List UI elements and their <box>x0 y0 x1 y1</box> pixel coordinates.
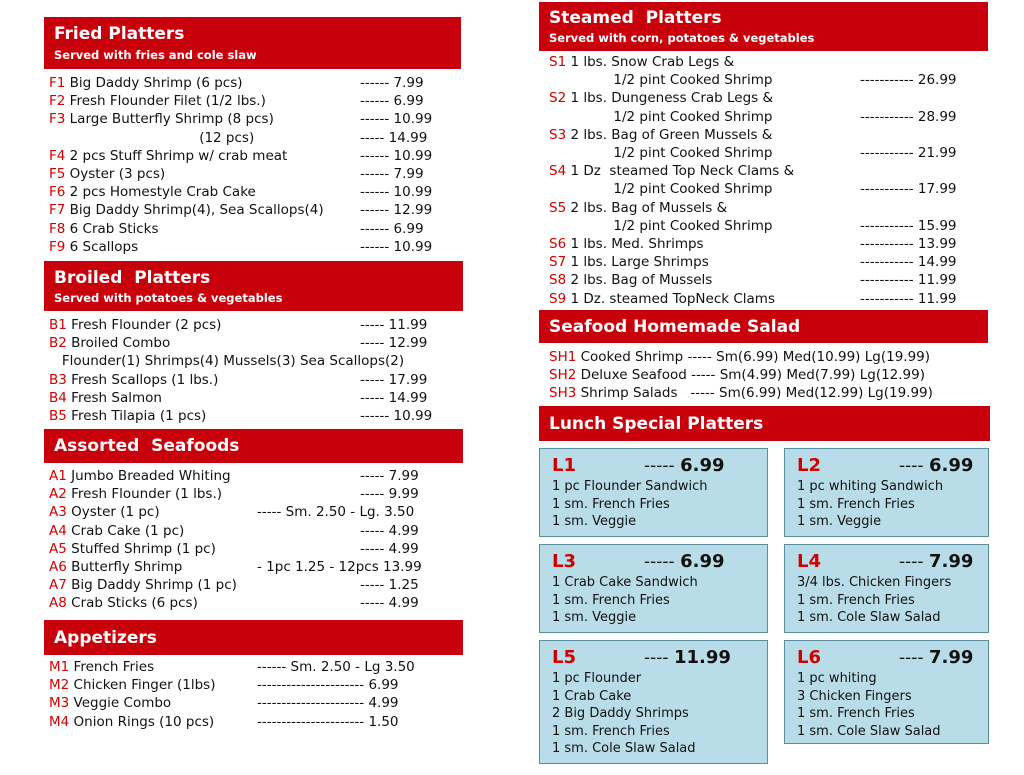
menu-row <box>49 485 463 503</box>
lunch-special-box <box>784 448 989 537</box>
lunch-item-line: 1 sm. Cole Slaw Salad <box>797 723 941 739</box>
item-price: ----- 17.99 <box>360 371 428 388</box>
item-code: B5 <box>49 408 67 424</box>
appetizers-header <box>44 620 463 655</box>
lunch-price-dash: ---- <box>899 648 929 668</box>
lunch-price <box>644 455 725 476</box>
item-code: F3 <box>49 111 66 128</box>
item-price: ----------- 11.99 <box>860 272 957 289</box>
item-name: 2 pcs Stuff Shrimp w/ crab meat <box>69 147 288 164</box>
lunch-item-line: 1 sm. Cole Slaw Salad <box>797 610 941 625</box>
lunch-item-line: 3 Chicken Fingers <box>797 688 912 704</box>
item-code: SH3 <box>549 385 577 402</box>
item-code: F8 <box>49 220 66 237</box>
lunch-price <box>899 647 973 668</box>
item-code: B3 <box>49 371 67 388</box>
item-name: Flounder(1) Shrimps(4) Mussels(3) Sea Scallops(2) <box>49 353 405 370</box>
item-code: A4 <box>49 522 67 539</box>
menu-row <box>49 92 461 110</box>
item-name: Oyster (1 pc) <box>71 504 160 521</box>
item-price-range: ----- Sm. 2.50 - Lg. 3.50 <box>257 504 415 521</box>
item-price: ----------- 11.99 <box>860 290 957 307</box>
item-name: Large Butterfly Shrimp (8 pcs) <box>69 111 274 128</box>
menu-row <box>549 126 985 144</box>
lunch-price-dash: ---- <box>899 552 929 572</box>
item-code: S3 <box>549 126 567 143</box>
item-name: 2 lbs. Bag of Mussels <box>570 272 713 289</box>
item-price: ----------- 26.99 <box>860 72 957 89</box>
lunch-price-dash: ---- <box>644 648 674 668</box>
lunch-price-value: 6.99 <box>680 455 725 476</box>
item-code: A3 <box>49 504 67 521</box>
item-code: F5 <box>49 166 66 182</box>
item-price: ----- 1.25 <box>360 577 419 594</box>
item-price: ------ 10.99 <box>360 238 433 255</box>
menu-row <box>49 183 461 201</box>
lunch-price-value: 6.99 <box>928 455 974 476</box>
lunch-code: L1 <box>552 455 576 476</box>
item-price: ---------------------- 6.99 <box>257 677 399 694</box>
menu-row <box>49 238 461 256</box>
item-name: Stuffed Shrimp (1 pc) <box>71 540 216 557</box>
item-name: 1/2 pint Cooked Shrimp <box>549 72 773 89</box>
lunch-item-line: 1 pc whiting Sandwich <box>797 479 944 494</box>
item-price-range: - 1pc 1.25 - 12pcs 13.99 <box>257 559 422 575</box>
item-price: ------ 10.99 <box>360 147 433 164</box>
lunch-price-dash: ---- <box>899 456 929 476</box>
menu-row <box>49 389 463 407</box>
lunch-special-box <box>539 544 768 633</box>
lunch-price <box>899 551 973 572</box>
menu-row <box>549 217 985 235</box>
lunch-item-line: 1 sm. French Fries <box>552 496 670 512</box>
item-price: ----- 4.99 <box>360 540 419 557</box>
menu-row <box>549 144 985 162</box>
menu-row <box>49 371 463 389</box>
lunch-code: L6 <box>797 647 821 668</box>
item-code: S8 <box>549 272 567 289</box>
item-name: Shrimp Salads ----- Sm(6.99) Med(12.99) Lg(19.99) <box>580 385 933 402</box>
item-price: ----------- 17.99 <box>860 181 957 198</box>
item-name: Deluxe Seafood ----- Sm(4.99) Med(7.99) Lg(12.99) <box>580 367 925 384</box>
item-name: (12 pcs) <box>49 129 255 146</box>
lunch-item-line: 1 pc whiting <box>797 671 877 686</box>
item-price: ------ Sm. 2.50 - Lg 3.50 <box>257 659 415 675</box>
item-price: ------ 12.99 <box>360 202 433 219</box>
lunch-special-title: Lunch Special Platters <box>549 414 764 434</box>
fried-platters-header <box>44 17 461 69</box>
item-name: 1 lbs. Dungeness Crab Legs & <box>570 90 774 107</box>
item-name: Butterfly Shrimp <box>71 559 183 575</box>
steamed-platters-header <box>539 2 988 51</box>
lunch-price-value: 11.99 <box>673 647 731 668</box>
item-name: Jumbo Breaded Whiting <box>71 468 231 484</box>
item-name: 1/2 pint Cooked Shrimp <box>549 181 773 198</box>
menu-row <box>49 540 463 558</box>
item-name: Fresh Flounder (2 pcs) <box>71 317 222 333</box>
lunch-item-line: 1 sm. French Fries <box>797 706 915 721</box>
item-price: ----- 12.99 <box>360 335 428 352</box>
lunch-item-line: 1 sm. Cole Slaw Salad <box>552 741 696 756</box>
fried-platters-subtitle: Served with fries and cole slaw <box>54 48 257 62</box>
lunch-price <box>899 455 973 476</box>
item-name: Crab Sticks (6 pcs) <box>71 595 198 612</box>
lunch-item-line: 3/4 lbs. Chicken Fingers <box>797 575 952 590</box>
item-code: F6 <box>49 184 66 201</box>
item-name: 2 lbs. Bag of Green Mussels & <box>570 126 773 143</box>
item-price: ----- 14.99 <box>360 129 428 146</box>
menu-row <box>49 713 463 731</box>
steamed-platters-title: Steamed Platters <box>549 8 722 28</box>
item-code: A6 <box>49 559 67 575</box>
item-price: ----------- 28.99 <box>860 108 957 125</box>
item-code: S1 <box>549 54 567 70</box>
menu-row <box>549 108 985 126</box>
menu-row <box>549 384 985 402</box>
item-code: A5 <box>49 540 67 557</box>
lunch-item-line: 1 sm. Veggie <box>552 514 637 529</box>
fried-platters-title: Fried Platters <box>54 24 185 44</box>
menu-row <box>549 235 985 253</box>
lunch-item-line: 1 sm. French Fries <box>552 592 670 608</box>
item-name: 1/2 pint Cooked Shrimp <box>549 217 773 234</box>
menu-row <box>549 348 985 366</box>
item-price: ----------- 14.99 <box>860 254 957 271</box>
lunch-code: L2 <box>797 455 821 476</box>
broiled-platters-header <box>44 261 463 311</box>
lunch-item-line: 1 sm. French Fries <box>552 723 670 739</box>
steamed-platters-subtitle: Served with corn, potatoes & vegetables <box>549 31 815 45</box>
item-price: ----- 9.99 <box>360 486 419 503</box>
item-name: 6 Scallops <box>69 238 139 255</box>
lunch-item-line: 1 Crab Cake Sandwich <box>552 575 698 590</box>
item-code: SH1 <box>549 349 577 365</box>
item-name: 1 lbs. Large Shrimps <box>570 254 709 271</box>
item-name: French Fries <box>73 659 155 675</box>
item-price: ------ 7.99 <box>360 166 424 182</box>
lunch-special-box <box>539 448 768 537</box>
item-code: SH2 <box>549 367 577 384</box>
broiled-platters-subtitle: Served with potatoes & vegetables <box>54 291 283 305</box>
lunch-item-line: 1 pc Flounder <box>552 671 642 686</box>
menu-row <box>549 199 985 217</box>
seafood-salad-title: Seafood Homemade Salad <box>549 317 801 337</box>
item-code: S2 <box>549 90 567 107</box>
menu-row <box>49 658 463 676</box>
item-code: S7 <box>549 254 567 271</box>
item-name: Big Daddy Shrimp (6 pcs) <box>69 75 243 91</box>
menu-row <box>549 253 985 271</box>
item-code: S4 <box>549 163 567 180</box>
item-code: M4 <box>49 713 70 730</box>
lunch-item-line: 1 sm. Veggie <box>797 514 882 529</box>
lunch-special-box <box>539 640 768 764</box>
item-code: F2 <box>49 93 66 110</box>
item-name: Crab Cake (1 pc) <box>71 522 185 539</box>
item-price: ----- 7.99 <box>360 468 419 484</box>
menu-row <box>49 467 463 485</box>
menu-row <box>549 366 985 384</box>
lunch-special-box <box>784 544 989 633</box>
lunch-item-line: 2 Big Daddy Shrimps <box>552 706 689 721</box>
lunch-code: L5 <box>552 647 576 668</box>
broiled-platters-title: Broiled Platters <box>54 268 211 288</box>
lunch-price-dash: ----- <box>644 552 681 572</box>
lunch-item-line: 1 sm. Veggie <box>552 610 637 625</box>
item-code: F4 <box>49 147 66 164</box>
lunch-price-dash: ----- <box>644 456 681 476</box>
item-code: A7 <box>49 577 67 594</box>
menu-row <box>49 165 461 183</box>
menu-row <box>549 71 985 89</box>
menu-row <box>49 694 463 712</box>
menu-row <box>49 201 461 219</box>
item-price: ----------- 21.99 <box>860 145 957 161</box>
item-name: Fresh Flounder Filet (1/2 lbs.) <box>69 93 266 110</box>
item-name: Cooked Shrimp ----- Sm(6.99) Med(10.99) Lg(19.99) <box>580 349 931 365</box>
menu-row <box>549 180 985 198</box>
lunch-code: L4 <box>797 551 821 572</box>
item-code: F1 <box>49 75 66 91</box>
item-name: Oyster (3 pcs) <box>69 166 166 182</box>
item-price: ----------- 15.99 <box>860 217 957 234</box>
item-price: ------ 10.99 <box>360 184 433 201</box>
item-price: ---------------------- 1.50 <box>257 713 399 730</box>
menu-row <box>49 129 461 147</box>
item-price: ------ 6.99 <box>360 93 424 110</box>
lunch-price-value: 7.99 <box>928 551 974 572</box>
menu-row <box>49 676 463 694</box>
item-name: Fresh Tilapia (1 pcs) <box>71 408 207 424</box>
item-price: ----------- 13.99 <box>860 236 957 252</box>
lunch-price-value: 6.99 <box>680 551 725 572</box>
assorted-seafoods-header <box>44 429 463 463</box>
lunch-special-box <box>784 640 989 744</box>
item-code: B1 <box>49 317 67 333</box>
item-price: ------ 10.99 <box>360 111 433 128</box>
menu-row <box>49 594 463 612</box>
menu-row <box>49 220 461 238</box>
item-price: ----- 4.99 <box>360 595 419 612</box>
lunch-price <box>644 647 731 668</box>
menu-row <box>49 576 463 594</box>
item-price: ----- 14.99 <box>360 389 428 406</box>
lunch-special-header <box>539 406 990 441</box>
menu-row <box>49 558 463 576</box>
item-code: M1 <box>49 659 70 675</box>
menu-row <box>49 74 461 92</box>
item-name: 6 Crab Sticks <box>69 220 159 237</box>
menu-row <box>549 290 985 308</box>
item-code: S9 <box>549 290 567 307</box>
item-name: Fresh Flounder (1 lbs.) <box>71 486 223 503</box>
item-name: 1 lbs. Snow Crab Legs & <box>570 54 735 70</box>
lunch-price <box>644 551 725 572</box>
item-name: Big Daddy Shrimp(4), Sea Scallops(4) <box>69 202 324 219</box>
lunch-item-line: 1 sm. French Fries <box>797 592 915 608</box>
item-name: Fresh Salmon <box>71 389 162 406</box>
item-name: 1/2 pint Cooked Shrimp <box>549 108 773 125</box>
item-code: M3 <box>49 695 70 712</box>
menu-row <box>49 352 463 370</box>
menu-row <box>549 162 985 180</box>
item-code: F9 <box>49 238 66 255</box>
item-code: S6 <box>549 236 567 252</box>
menu-row <box>49 110 461 128</box>
menu-row <box>49 522 463 540</box>
assorted-seafoods-title: Assorted Seafoods <box>54 436 240 456</box>
lunch-item-line: 1 sm. French Fries <box>797 496 915 512</box>
item-code: A2 <box>49 486 67 503</box>
menu-row <box>549 271 985 289</box>
item-name: 1 Dz steamed Top Neck Clams & <box>570 163 795 180</box>
item-name: Big Daddy Shrimp (1 pc) <box>71 577 237 594</box>
lunch-item-line: 1 Crab Cake <box>552 688 632 704</box>
item-code: A8 <box>49 595 67 612</box>
item-name: Chicken Finger (1lbs) <box>73 677 216 694</box>
item-name: Fresh Scallops (1 lbs.) <box>71 371 219 388</box>
menu-row <box>549 89 985 107</box>
item-name: Onion Rings (10 pcs) <box>73 713 215 730</box>
item-name: Broiled Combo <box>71 335 171 352</box>
item-code: B4 <box>49 389 67 406</box>
item-code: B2 <box>49 335 67 352</box>
seafood-salad-header <box>539 310 988 343</box>
item-price: ----- 11.99 <box>360 317 428 333</box>
menu-row <box>49 407 463 425</box>
item-price: ------ 7.99 <box>360 75 424 91</box>
menu-row <box>49 316 463 334</box>
lunch-item-line: 1 pc Flounder Sandwich <box>552 479 708 494</box>
lunch-code: L3 <box>552 551 576 572</box>
item-price: ------ 6.99 <box>360 220 424 237</box>
item-code: M2 <box>49 677 70 694</box>
item-code: A1 <box>49 468 67 484</box>
menu-row <box>49 147 461 165</box>
menu-row <box>49 334 463 352</box>
item-price: ----- 4.99 <box>360 522 419 539</box>
item-price: ---------------------- 4.99 <box>257 695 399 712</box>
menu-row <box>549 53 985 71</box>
menu-row <box>49 503 463 521</box>
item-name: 2 pcs Homestyle Crab Cake <box>69 184 256 201</box>
lunch-price-value: 7.99 <box>928 647 974 668</box>
item-code: S5 <box>549 199 567 216</box>
item-price: ------ 10.99 <box>360 408 433 424</box>
item-name: 2 lbs. Bag of Mussels & <box>570 199 728 216</box>
item-name: 1 lbs. Med. Shrimps <box>570 236 704 252</box>
appetizers-title: Appetizers <box>54 628 157 648</box>
item-name: 1/2 pint Cooked Shrimp <box>549 145 773 161</box>
item-name: 1 Dz. steamed TopNeck Clams <box>570 290 775 307</box>
item-code: F7 <box>49 202 66 219</box>
item-name: Veggie Combo <box>73 695 172 712</box>
